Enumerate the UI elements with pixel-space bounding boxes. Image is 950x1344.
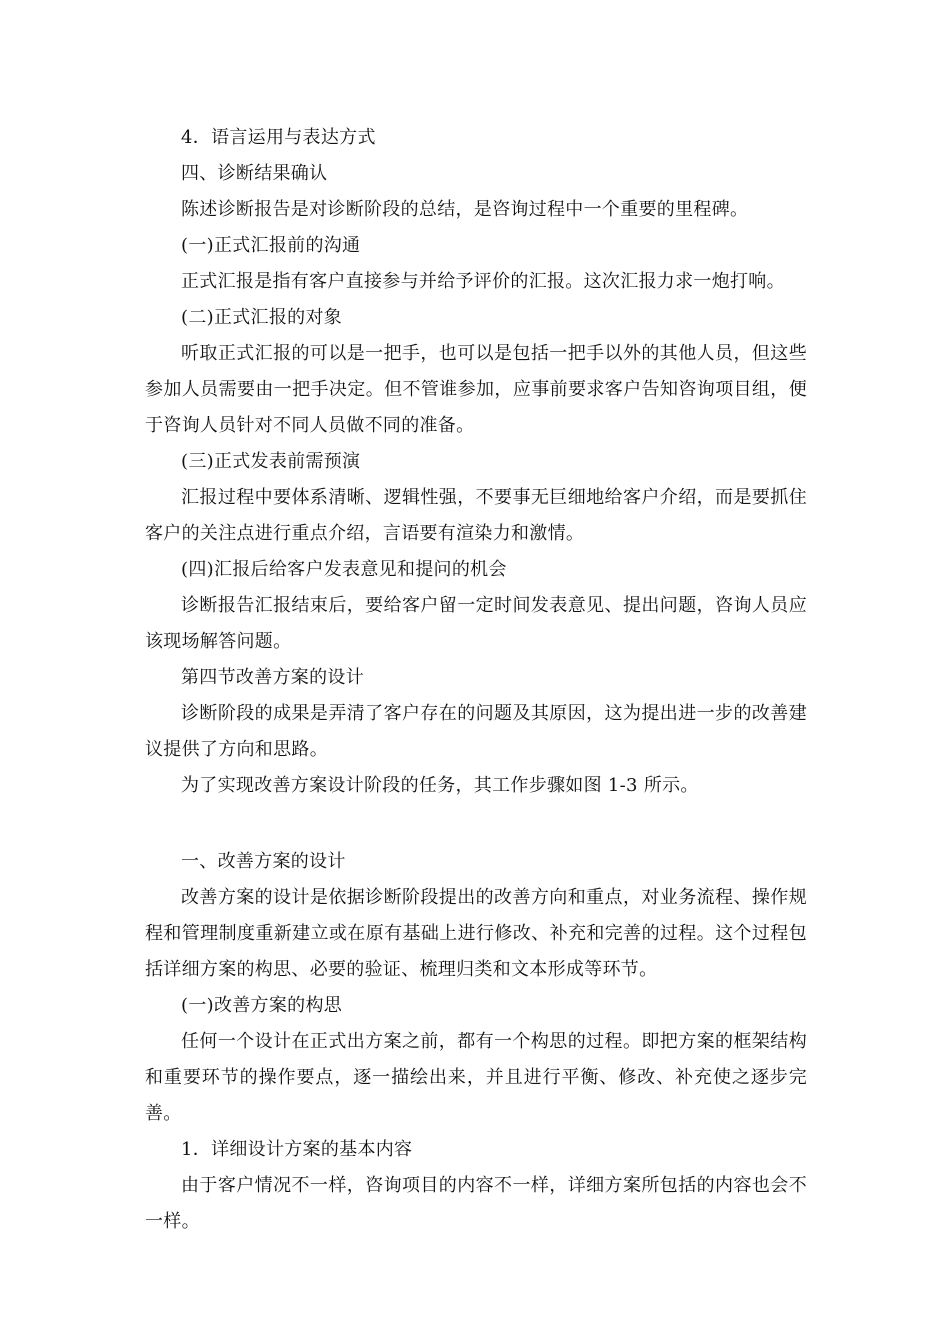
body-paragraph: 诊断报告汇报结束后，要给客户留一定时间发表意见、提出问题，咨询人员应该现场解答问题。 [145,595,807,652]
chapter-section-title: 第四节改善方案的设计 [181,667,364,688]
list-item-heading: 1．详细设计方案的基本内容 [181,1139,413,1160]
subsection-heading: (一)改善方案的构思 [181,995,343,1016]
subsection-heading: (三)正式发表前需预演 [181,451,361,472]
body-paragraph: 诊断阶段的成果是弄清了客户存在的问题及其原因，这为提出进一步的改善建议提供了方向和思路。 [145,703,807,760]
subsection-heading: (一)正式汇报前的沟通 [181,235,361,256]
body-paragraph: 听取正式汇报的可以是一把手，也可以是包括一把手以外的其他人员，但这些参加人员需要由一把手决定。但不管谁参加，应事前要求客户告知咨询项目组，便于咨询人员针对不同人员做不同的准备。 [145,343,807,436]
body-paragraph: 汇报过程中要体系清晰、逻辑性强，不要事无巨细地给客户介绍，而是要抓住客户的关注点进行重点介绍，言语要有渲染力和激情。 [145,487,807,544]
body-paragraph: 为了实现改善方案设计阶段的任务，其工作步骤如图 1-3 所示。 [181,775,699,796]
subsection-heading: (二)正式汇报的对象 [181,307,343,328]
body-paragraph: 改善方案的设计是依据诊断阶段提出的改善方向和重点，对业务流程、操作规程和管理制度重新建立或在原有基础上进行修改、补充和完善的过程。这个过程包括详细方案的构思、必要的验证、梳理归类和文本形成等环节。 [145,887,807,980]
body-paragraph: 任何一个设计在正式出方案之前，都有一个构思的过程。即把方案的框架结构和重要环节的操作要点，逐一描绘出来，并且进行平衡、修改、补充使之逐步完善。 [145,1031,807,1124]
subsection-heading: (四)汇报后给客户发表意见和提问的机会 [181,559,507,580]
figure-gap [145,804,807,844]
list-item-heading: 4．语言运用与表达方式 [181,127,376,148]
document-body [145,120,807,1240]
body-paragraph: 陈述诊断报告是对诊断阶段的总结，是咨询过程中一个重要的里程碑。 [181,199,749,220]
section-heading: 一、改善方案的设计 [181,851,346,872]
body-paragraph: 正式汇报是指有客户直接参与并给予评价的汇报。这次汇报力求一炮打响。 [181,271,785,292]
section-heading: 四、诊断结果确认 [181,163,328,184]
body-paragraph: 由于客户情况不一样，咨询项目的内容不一样，详细方案所包括的内容也会不一样。 [145,1175,807,1232]
